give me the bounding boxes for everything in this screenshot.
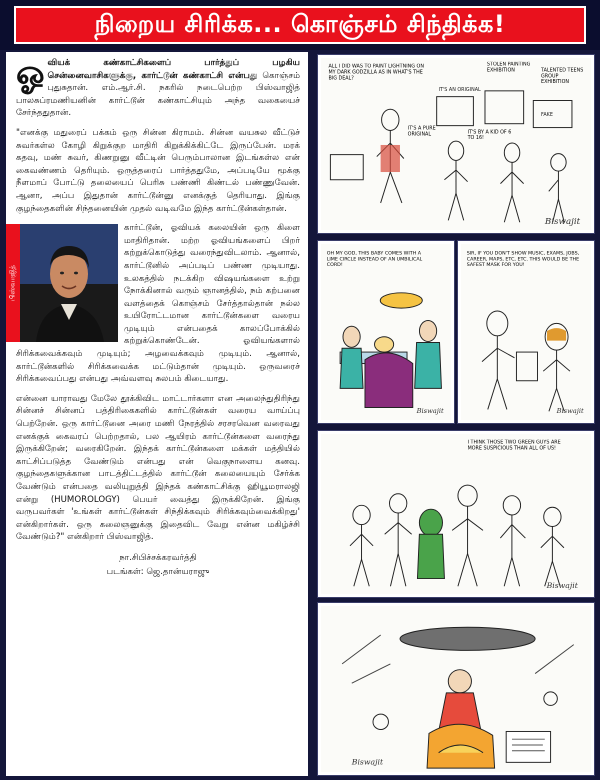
lead-paragraph (16, 53, 301, 120)
cartoon1-label-fake: FAKE (541, 112, 553, 118)
cartoon-crowd-panel (318, 431, 594, 597)
cartoon3-bubble: SIR, IF YOU DON'T SHOW MUSIC, EXAMS, JOBS, CAREER, MAPS, ETC, ETC. THIS WOULD BE THE SAFEST MASK FOR YOU! (466, 250, 580, 268)
cartoon5-signature: Biswajit (351, 757, 384, 767)
cartoon1-label-teens: TALENTED TEENS GROUP EXHIBITION (541, 67, 584, 86)
author-credit: நா.சிபிச்சக்கரவர்த்தி (119, 552, 197, 563)
lead-bold-text: வியக் கண்காட்சிகளைப் பார்த்துப் பழகிய சென்னைவாசிகளுக்கு, கார்ட்டூன் கண்காட்சி என்பது (47, 58, 300, 81)
cartoon2-signature: Biswajit (416, 407, 444, 416)
cartoon1-label-original: IT'S AN ORIGINAL (438, 87, 481, 93)
cartoon1-signature: Biswajit (544, 217, 581, 228)
paragraph-4: என்னை யாராவது மேலே தூக்கிவிட மாட்டார்களா என அலைந்துதிரிந்து சின்னச் சின்னப் பத்திரிகைகளில் கார்ட்டூன்கள் வரைய வாய்ப்பு பெற்றேன். ஒரு கார்ட்டூனை அரை மணி நேரத்தில் சரசரவென வரைவது எனக்குக் கைவரப் பெற்றதால், பல ஆயிரம் கார்ட்டூன்களை வரைந்து இருக்கிறேன்; வரைகிறேன். இந்தக் கார்ட்டூன்களை மக்கள் மத்தியில் காட்சிப்படுத்த வேண்டும் என்பது என் வெகுநாளைய கனவு. குழந்தைகளுக்கான பாடத்திட்டத்தில் கார்ட்டூன் கலையையும் சேர்க்க வேண்டும் என்பதை வலியுறுத்தி இந்தக் கண்காட்சிக்கு ஹியூமராலஜி என்று (HUMOROLOGY) பெயர் வைத்து இருக்கிறேன். இங்கு வருபவர்கள் 'உங்கள் கார்ட்டூன்கள் சிந்திக்கவும் சிரிக்கவும்வைக்கிறது' என்கிறார்கள். ஒரு கலைஞனுக்கு இதைவிட வேறு என்ன மகிழ்ச்சி வேண்டும்?" என்கிறார் பிஸ்வாஜித். (16, 393, 300, 543)
portrait-photo (6, 224, 118, 342)
cartoon1-label-stolen: STOLEN PAINTING EXHIBITION (486, 61, 531, 74)
cartoon-baby-illustration (321, 244, 451, 420)
lead-text: கொஞ்சம் புதுசுதான். எம்.ஆர்.சி. நகரில் நடைபெற்ற பிஸ்வாஜித் பாலசுப்ரமணியனின் கார்ட்டூன் கண்காட்சியும் அந்த வகையைச் சேர்ந்ததுதான். (16, 70, 301, 119)
article-column (6, 52, 308, 776)
cartoon-mask-illustration (461, 244, 591, 420)
cartoon-gallery-illustration (321, 58, 591, 230)
cartoon2-bubble: OH MY GOD, THIS BABY COMES WITH A LIME CIRCLE INSTEAD OF AN UMBILICAL CORD! (326, 250, 423, 268)
artist-portrait (6, 224, 118, 342)
cartoon4-signature: Biswajit (546, 581, 578, 591)
cartoon-baby-panel (318, 241, 454, 423)
paragraph-3: கார்ட்டூன், ஓவியக் கலையின் ஒரு கிளை மாதிரிதான். மற்ற ஓவியங்களைப் பிறர் கற்றுக்கொடுத்து வரைந்துவிடலாம். ஆனால், கார்ட்டூனில் அப்படிப் பண்ண முடியாது. உலகத்தில் நடக்கிற விஷயங்களை உற்று நோக்கினால் வரும் ஞானத்தில், நம் கற்பனை வளத்தைக் கொஞ்சம் சேர்த்தால்தான் நல்ல உயிரோட்டமான கார்ட்டூன்களை வரைய முடியும் என்பதைக் காலப்போக்கில் கற்றுக்கொண்டேன். ஓவியங்களால் சிரிக்கவைக்கவும் முடியும்; அழவைக்கவும் முடியும். ஆனால், கார்ட்டூன்களில் சிரிக்கவைக்க மட்டும்தான் முடியும். ஒருவரைச் சிரிக்கவைப்பது என்பது அவ்வளவு சுலபம் கிடையாது. (16, 223, 300, 385)
page-title: நிறைய சிரிக்க... கொஞ்சம் சிந்திக்க! (14, 6, 586, 44)
cartoon-flying-panel (318, 603, 594, 775)
paragraph-2: "எனக்கு மதுரைப் பக்கம் ஒரு சின்ன கிராமம். சின்ன வயசுல வீட்டுச் சுவர்கள்ல கோழி கிறுக்குற மாதிரி கிறுக்கிக்கிட்டே இருப்பேன். மரக் கதவு, மண் சுவர், கிணறுனு வீட்டின் பெரும்பாலான இடங்கள்ல என் கைவண்ணம் தெரியும். ஒருத்தரைப் பார்த்ததுமே, அப்படியே மூக்கு நீளமாப் போட்டு தலையைப் பெரிசு பண்ணி கிண்டல் பண்ணுவேன். ஆனா, அப்ப இதுதான் கார்ட்டூன்னு எனக்குத் தெரியாது. இங்கு குழந்தைகளின் சிந்தனையின் முதல் வடிவமே இந்த கார்ட்டூன்கள்தான். (16, 127, 300, 214)
cartoon-crowd-illustration (321, 434, 591, 594)
drop-cap: ஓ (16, 53, 45, 93)
photo-credit: படங்கள்: ஜெ.தான்யராஜு (106, 566, 210, 577)
portrait-name-tag: பிஸ்வாஜித் (6, 224, 20, 342)
cartoon-flying-illustration (321, 606, 591, 772)
cartoon-gallery-panel (318, 55, 594, 233)
cartoon1-bubble-main: ALL I DID WAS TO PAINT LIGHTNING ON MY DARK GODZILLA AS IN WHAT'S THE BIG DEAL? (328, 63, 424, 82)
cartoon3-signature: Biswajit (556, 407, 584, 416)
credits (16, 551, 300, 579)
header-band (0, 0, 600, 50)
cartoon1-label-kid: IT'S BY A KID OF 6 TO 16! (467, 129, 512, 142)
cartoon-mask-panel (458, 241, 594, 423)
cartoon4-bubble: I THINK THOSE TWO GREEN GUYS ARE MORE SUSPICIOUS THAN ALL OF US! (467, 439, 561, 452)
cartoon1-label-pure: IT'S A PURE ORIGINAL (407, 125, 436, 138)
